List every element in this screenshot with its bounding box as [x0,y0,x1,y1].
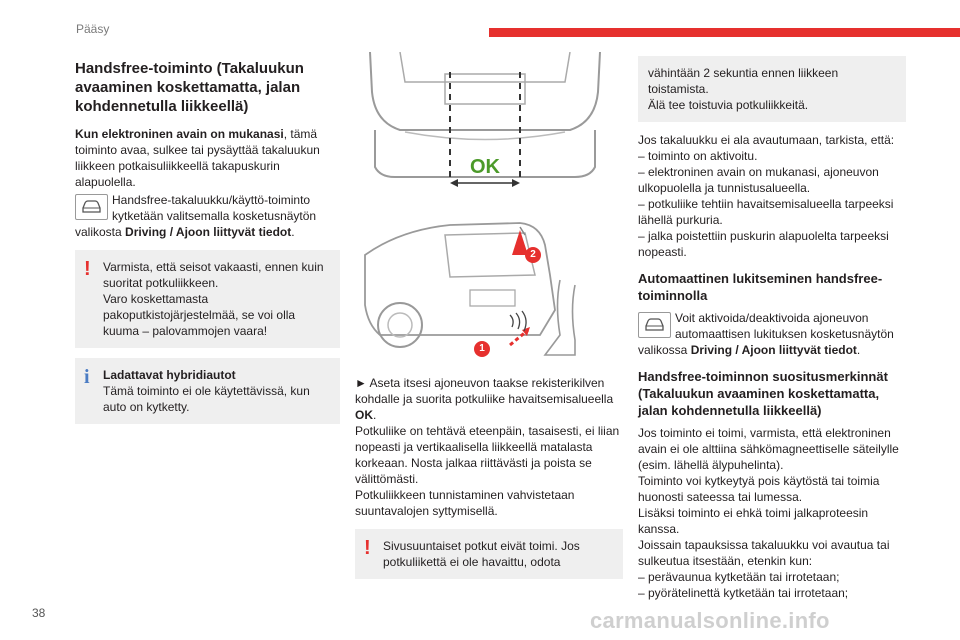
info-title: Ladattavat hybridiautot [103,368,236,382]
menu-path: Driving / Ajoon liittyvät tiedot [125,225,292,239]
menu-end: . [856,343,861,357]
menu-prefix: valikosta [75,225,126,239]
warning-icon: ! [364,537,371,559]
rec-list-item: – perävaunua kytketään tai irrotetaan; [638,570,840,584]
auto-lock-text: Voit aktivoida/deaktivoida ajoneuvon automaattisen lukituksen kosketusnäytön [675,311,894,341]
column-3 [638,56,906,601]
warning-line-2: Varo koskettamasta pakoputkistojärjestelmää, se voi olla kuuma – palovammojen vaara! [103,292,296,338]
check-item: – toiminto on aktivoitu. [638,149,758,163]
intro-text: , tämä toiminto avaa, sulkee tai pysäyttää takaluukun liikkeen potkaisuliikkeellä takapuskurin alapuolella. [75,127,320,189]
instruction-end: . [373,408,377,422]
menu-end: . [291,225,295,239]
column-1 [75,59,340,424]
warning-line-1: Varmista, että seisot vakaasti, ennen kuin suoritat potkuliikkeen. [103,260,324,290]
kick-gesture-illustration [360,215,610,365]
section-heading: Handsfree-toiminto (Takaluukun avaaminen koskettamatta, jalan kohdennetulla liikkeellä) [75,60,304,115]
touchscreen-note-cont [75,224,340,240]
warning-cont-1: vähintään 2 sekuntia ennen liikkeen toistamista. [648,66,839,96]
touchscreen-note-text: Handsfree-takaluukku/käyttö-toiminto kytketään valitsemalla kosketusnäytön [112,193,317,223]
sidekick-warning-text: Sivusuuntaiset potkut eivät toimi. Jos potkuliikettä ei ole havaittu, odota [383,539,580,569]
info-box [75,358,340,424]
intro-paragraph [75,126,340,190]
callout-1: 1 [479,343,485,354]
ok-zone-label: OK [470,156,500,178]
warning-icon: ! [84,258,91,280]
check-item: – jalka poistettiin puskurin alapuolelta tarpeeksi nopeasti. [638,229,889,259]
car-settings-icon [638,312,671,338]
check-item: – elektroninen avain on mukanasi, ajoneuvon ulkopuolella ja tunnistusalueella. [638,165,879,195]
auto-lock-cont [638,342,906,358]
car-settings-icon [75,194,108,220]
intro-bold: Kun elektroninen avain on mukanasi [75,127,284,141]
rec-paragraph: Jos toiminto ei toimi, varmista, että elektroninen avain ei ole alttiina sähkömagneettiselle säteilylle (esim. lähellä älypuhelinta). [638,426,899,472]
column-2 [355,375,623,579]
kick-confirmation: Potkuliikkeen tunnistaminen vahvistetaan suuntavalojen syttymisellä. [355,488,575,518]
warning-cont-2: Älä tee toistuvia potkuliikkeitä. [648,98,809,112]
warning-box [75,250,340,348]
header-accent-bar [489,28,960,37]
callout-2: 2 [530,249,536,260]
info-icon: i [84,366,90,388]
sidekick-warning-box [355,529,623,579]
instruction-paragraph [355,375,623,423]
rear-view-illustration [360,52,610,202]
instruction-ok: OK [355,408,373,422]
menu-path: Driving / Ajoon liittyvät tiedot [690,343,857,357]
instruction-text: ► Aseta itsesi ajoneuvon taakse rekisterikilven kohdalle ja suorita potkuliike havaitsemisalueella [355,376,614,406]
auto-lock-note [638,310,906,358]
rec-list-item: – pyörätelinettä kytketään tai irrotetaan; [638,586,849,600]
section-title: Pääsy [76,22,110,36]
menu-prefix: valikossa [638,343,691,357]
check-item: – potkuliike tehtiin havaitsemisalueella tarpeeksi lähellä purkuria. [638,197,894,227]
rec-paragraph: Lisäksi toiminto ei ehkä toimi jalkaproteesin kanssa. [638,506,869,536]
info-text: Tämä toiminto ei ole käytettävissä, kun auto on kytketty. [103,384,310,414]
watermark: carmanualsonline.info [590,608,830,633]
kick-description: Potkuliike on tehtävä eteenpäin, tasaisesti, ei liian nopeasti ja vertikaalisella liikkeellä matalasta korkeaan. Nosta jalkaa riittävästi ja poista se välittömästi. [355,424,620,486]
warning-continuation-box [638,56,906,122]
touchscreen-note [75,192,340,240]
rec-paragraph: Joissain tapauksissa takaluukku voi avautua tai sulkeutua itsestään, etenkin kun: [638,538,890,568]
recommendations-heading: Handsfree-toiminnon suositusmerkinnät (Takaluukun avaaminen koskettamatta, jalan kohdennetulla liikkeellä) [638,369,888,418]
auto-lock-heading: Automaattinen lukitseminen handsfree-toiminnolla [638,271,883,303]
page-number: 38 [32,606,46,620]
rec-paragraph: Toiminto voi kytkeytyä pois käytöstä tai toimia huonosti sateessa tai lumessa. [638,474,880,504]
check-intro: Jos takaluukku ei ala avautumaan, tarkista, että: [638,133,895,147]
